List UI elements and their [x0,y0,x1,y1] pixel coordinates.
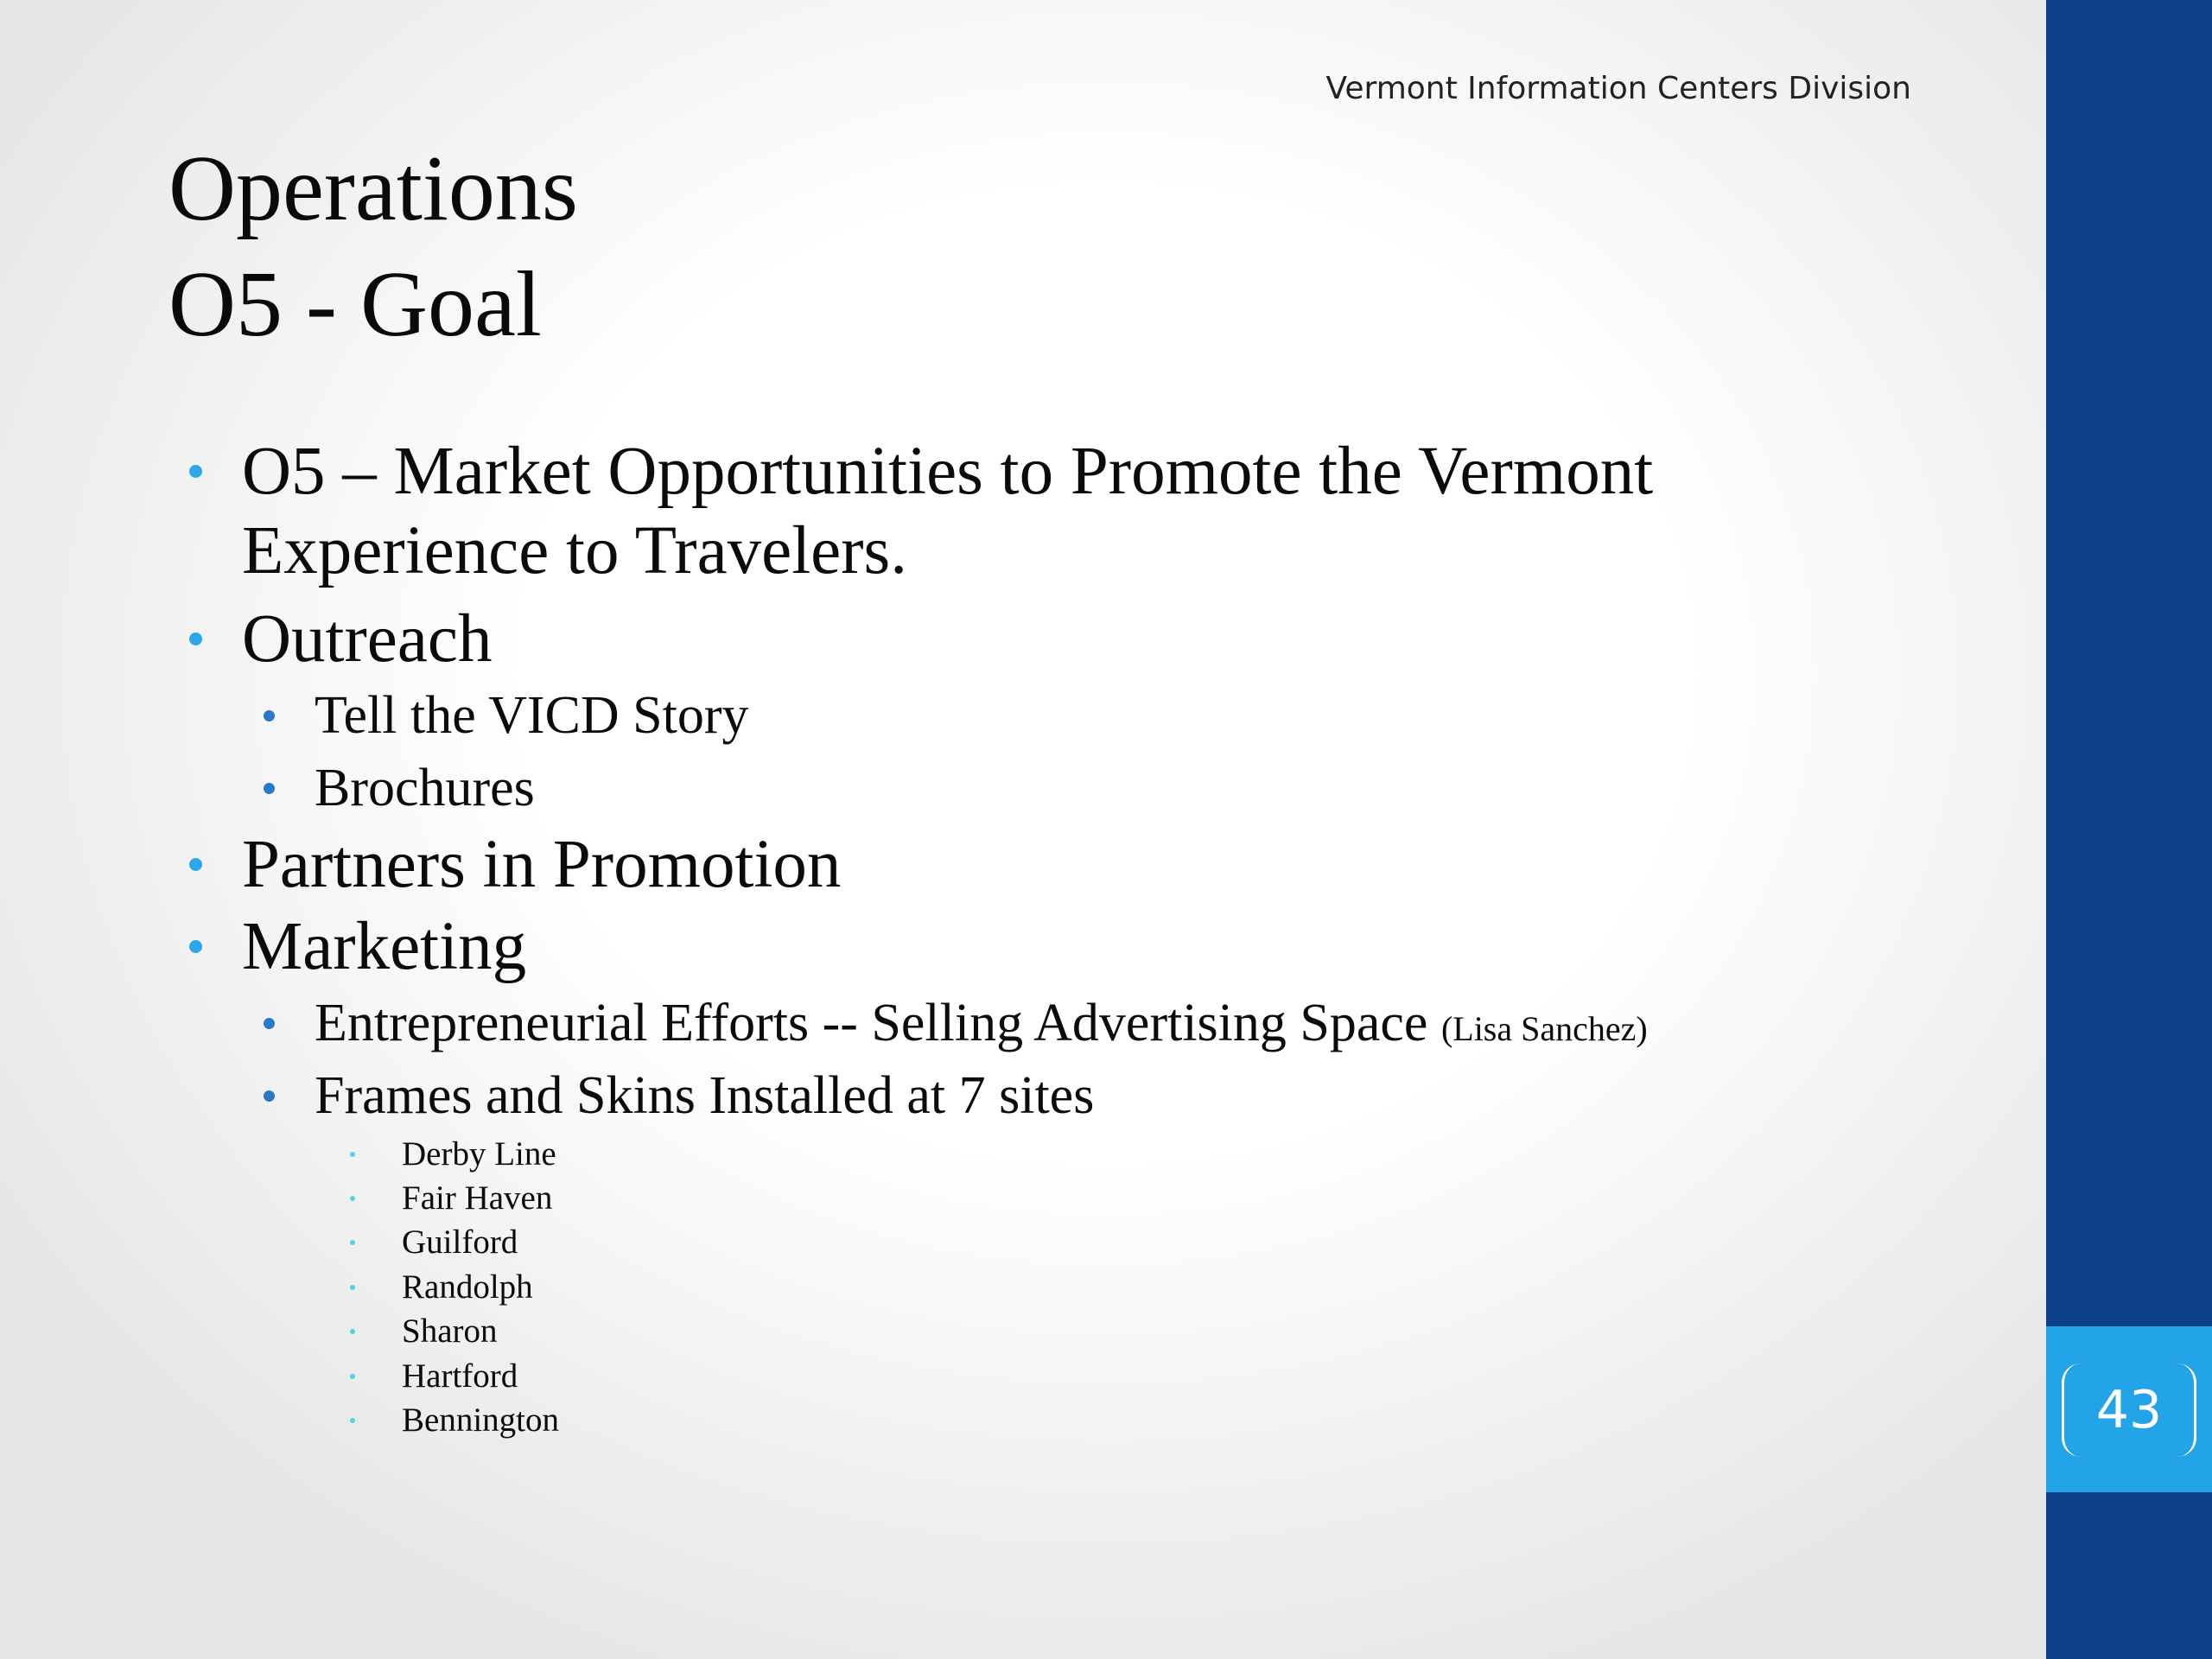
site-name: Randolph [402,1268,533,1306]
site-item [402,1265,533,1309]
bullet-dot-icon [350,1374,355,1379]
bullet-dot-icon [350,1285,355,1290]
bullet-dot-icon [350,1329,355,1334]
slide-title-line-2: O5 - Goal [168,253,542,356]
bullet-text: Tell the VICD Story [315,686,749,745]
site-name: Sharon [402,1313,498,1350]
bullet-text: Experience to Travelers. [242,513,908,588]
bullet-outreach [242,600,493,679]
site-item [402,1176,552,1220]
bullet-note: (Lisa Sanchez) [1440,1009,1648,1048]
site-name: Derby Line [402,1135,556,1173]
site-item [402,1220,518,1264]
organization-name: Vermont Information Centers Division [1325,71,1911,106]
bullet-text: Marketing [242,909,527,984]
bullet-text: Brochures [315,759,535,817]
bullet-dot-icon [189,632,202,645]
site-item [402,1354,518,1398]
bullet-dot-icon [350,1196,355,1201]
site-name: Hartford [402,1357,518,1395]
bullet-dot-icon [350,1240,355,1245]
site-name: Fair Haven [402,1179,553,1217]
bullet-text: Outreach [242,601,493,677]
bullet-marketing [242,907,526,987]
bullet-o5-goal [242,432,1653,512]
bullet-o5-goal-continued [242,512,907,591]
page-number: 43 [2095,1380,2163,1440]
bullet-dot-icon [189,858,202,871]
bullet-dot-icon [264,783,275,794]
site-name: Bennington [402,1402,559,1439]
bullet-text: Frames and Skins Installed at 7 sites [315,1066,1095,1125]
site-item [402,1398,559,1442]
bullet-outreach-story [315,679,749,752]
bullet-marketing-frames [315,1059,1094,1132]
bullet-dot-icon [350,1152,355,1157]
bullet-text: Entrepreneurial Efforts -- Selling Advertising Space [315,994,1428,1052]
bullet-marketing-advertising [315,987,1648,1065]
site-item [402,1309,498,1353]
bullet-dot-icon [264,1090,275,1102]
slide-title [168,131,578,363]
bullet-dot-icon [350,1418,355,1423]
bullet-text: Partners in Promotion [242,827,842,902]
site-item [402,1132,556,1176]
bullet-outreach-brochures [315,752,535,824]
bullet-dot-icon [264,1018,275,1029]
site-name: Guilford [402,1224,518,1261]
bullet-text: O5 – Market Opportunities to Promote the Vermont [242,434,1654,509]
bullet-dot-icon [264,710,275,721]
bullet-partners [242,825,841,905]
bullet-dot-icon [189,465,202,478]
slide-title-line-1: Operations [168,137,578,240]
bullet-dot-icon [189,940,202,953]
